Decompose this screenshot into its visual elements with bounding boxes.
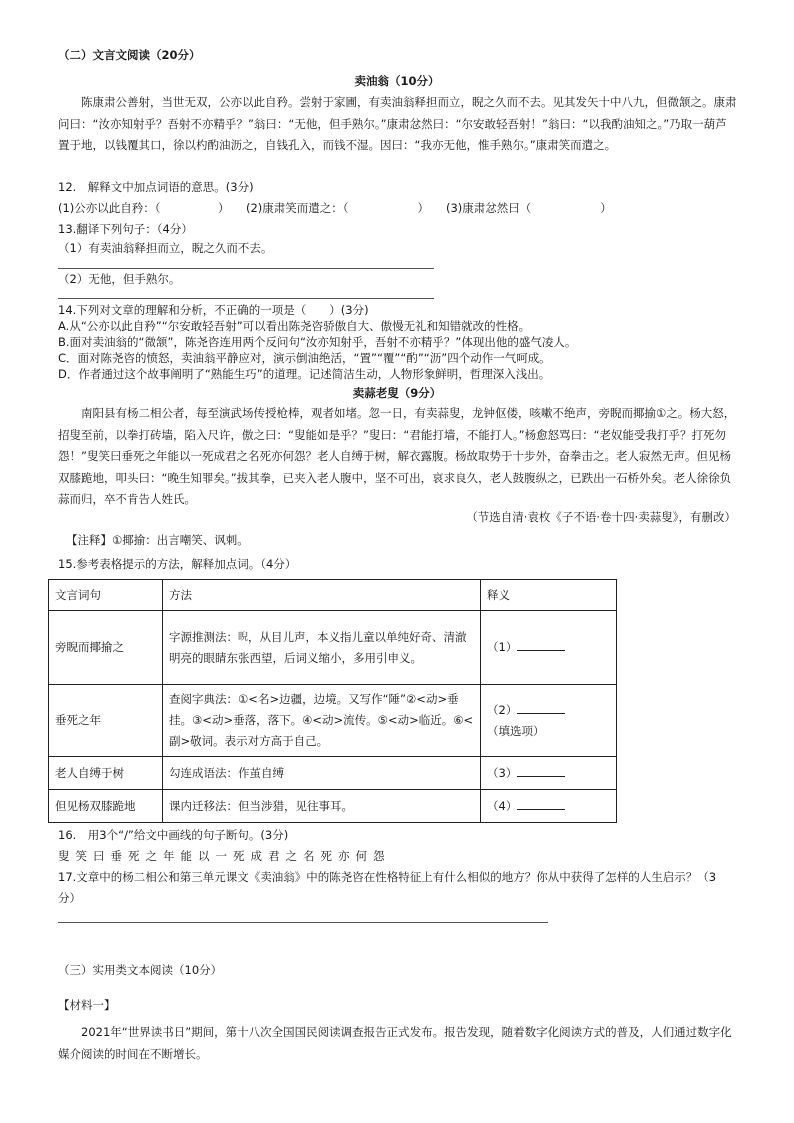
table-header: 方法 xyxy=(163,580,481,611)
word-cell: 但见杨双膝跪地 xyxy=(55,798,136,813)
table-row xyxy=(49,685,617,757)
glyph-seal-image: 睨 xyxy=(238,631,248,643)
question-stem: 14.下列对文章的理解和分析，不正确的一项是（ ）(3分) xyxy=(58,303,369,317)
table-header-row xyxy=(49,580,617,611)
method-text: 查阅字典法：①<名>边疆，边境。又写作“陲”②<动>垂挂。③<动>垂落，落下。④<动>流传。⑤<动>临近。⑥<副>敬词。表示对方高于自己。 xyxy=(169,692,474,748)
table-row xyxy=(49,790,617,823)
section-heading: （三）实用类文本阅读（10分） xyxy=(58,963,223,977)
table-row xyxy=(49,611,617,685)
material-text: 2021年“世界读书日”期间，第十八次全国国民阅读调查报告正式发布。报告发现，随着数字化阅读方式的普及，人们通过数字化媒介阅读的时间在不断增长。 xyxy=(58,1025,732,1061)
method-text: 勾连成语法：作茧自缚 xyxy=(169,765,284,780)
word-cell: 老人自缚于树 xyxy=(55,765,124,780)
word-cell: 垂死之年 xyxy=(55,713,101,727)
option: C．面对陈尧咨的愤怒，卖油翁平静应对，演示倒油绝活，“置”“覆”“酌”“沥”四个动作一气呵成。 xyxy=(58,351,551,365)
question-item: (3)康肃忿然曰（ ） xyxy=(446,201,612,215)
option: A.从“公亦以此自矜”“尔安敢轻吾射”可以看出陈尧咨骄傲自大、傲慢无礼和知错就改的性格。 xyxy=(58,319,531,333)
question-stem: 13.翻译下列句子：（4分） xyxy=(58,222,193,236)
answer-blank[interactable] xyxy=(517,640,565,651)
table-header: 文言词句 xyxy=(49,580,163,611)
question-stem: 15.参考表格提示的方法，解释加点词。（4分） xyxy=(58,557,297,571)
method-text: ，从目儿声，本义指儿童以单纯好奇、清澈明亮的眼睛东张西望，后词义缩小，多用引申义。 xyxy=(169,629,467,665)
question-item: （1）有卖油翁释担而立，睨之久而不去。 xyxy=(58,241,273,255)
answer-label: （1） xyxy=(487,640,518,654)
option: D．作者通过这个故事阐明了“熟能生巧”的道理。记述简洁生动，人物形象鲜明，哲理深入浅出。 xyxy=(58,367,551,381)
answer-label: （2） xyxy=(487,702,518,717)
answer-blank[interactable] xyxy=(517,703,565,714)
question-stem: 12. 解释文中加点词语的意思。(3分) xyxy=(58,180,254,194)
passage-text: 陈康肃公善射，当世无双，公亦以此自矜。尝射于家圃，有卖油翁释担而立，睨之久而不去。见其发矢十中八九，但微颔之。康肃问曰：“汝亦知射乎？吾射不亦精乎？”翁曰：“无他，但手熟尔。”康肃忿然曰：“尔安敢轻吾射！”翁曰：“以我酌油知之。”乃取一葫芦置于地，以钱覆其口，徐以杓酌油沥之，自钱孔入，而钱不湿。因曰：“我亦无他，惟手熟尔。”康肃笑而遣之。 xyxy=(58,95,737,152)
answer-line xyxy=(58,298,434,299)
answer-line xyxy=(58,268,434,269)
passage-title: 卖蒜老叟（9分） xyxy=(352,386,442,400)
source-citation: （节选自清·袁枚《子不语·卷十四·卖蒜叟》，有删改） xyxy=(466,510,736,524)
punctuation-sentence: 叟笑曰垂死之年能以一死成君之名死亦何怨 xyxy=(58,849,391,863)
table-row xyxy=(49,757,617,790)
annotation-note: 【注释】①揶揄：出言嘲笑、讽刺。 xyxy=(66,533,249,547)
material-label: 【材料一】 xyxy=(58,998,116,1012)
word-cell: 旁睨而揶揄之 xyxy=(55,640,124,654)
question-item: (2)康肃笑而遣之：（ ） xyxy=(246,201,430,215)
answer-label: （3） xyxy=(487,765,518,780)
question-item: (1)公亦以此自矜：（ ） xyxy=(58,201,230,215)
passage-title: 卖油翁（10分） xyxy=(354,74,440,88)
answer-note: （填选项） xyxy=(487,723,545,738)
answer-line xyxy=(58,922,548,923)
method-text: 课内迁移法：但当涉猎，见往事耳。 xyxy=(169,798,353,813)
answer-blank[interactable] xyxy=(517,766,565,777)
question-stem: 16. 用3个“/”给文中画线的句子断句。(3分) xyxy=(58,828,289,842)
answer-blank[interactable] xyxy=(517,799,565,810)
section-heading: （二）文言文阅读（20分） xyxy=(58,48,201,62)
table-header: 释义 xyxy=(481,580,617,611)
question-item: （2）无他，但手熟尔。 xyxy=(58,272,181,286)
question-stem: 17.文章中的杨二相公和第三单元课文《卖油翁》中的陈尧咨在性格特征上有什么相似的地方？你从中获得了怎样的人生启示？（3 xyxy=(58,870,717,884)
answer-label: （4） xyxy=(487,798,518,813)
method-text: 字源推测法： xyxy=(169,629,238,644)
passage-text: 南阳县有杨二相公者，每至演武场传授枪棒，观者如堵。忽一日，有卖蒜叟，龙钟伛偻，咳嗽不绝声，旁睨而揶揄①之。杨大怒，招叟至前，以拳打砖墙，陷入尺许，傲之曰：“叟能如是乎？”叟曰：“君能打墙，不能打人。”杨愈怒骂曰：“老奴能受我打乎？打死勿怨！”叟笑曰垂死之年能以一死成君之名死亦何怨？老人自缚于树，解衣露腹。杨故取势于十步外，奋拳击之。老人寂然无声。但见杨双膝跪地，叩头曰：“晚生知罪矣。”拔其拳，已夹入老人腹中，坚不可出，哀求良久，老人鼓腹纵之，已跌出一石桥外矣。老人徐徐负蒜而归，卒不肯告人姓氏。 xyxy=(58,406,736,506)
method-table xyxy=(48,579,617,823)
option: B.面对卖油翁的“微颔”，陈尧咨连用两个反问句“汝亦知射乎，吾射不亦精乎？”体现出他的盛气凌人。 xyxy=(58,335,577,349)
question-stem-cont: 分） xyxy=(58,891,81,905)
